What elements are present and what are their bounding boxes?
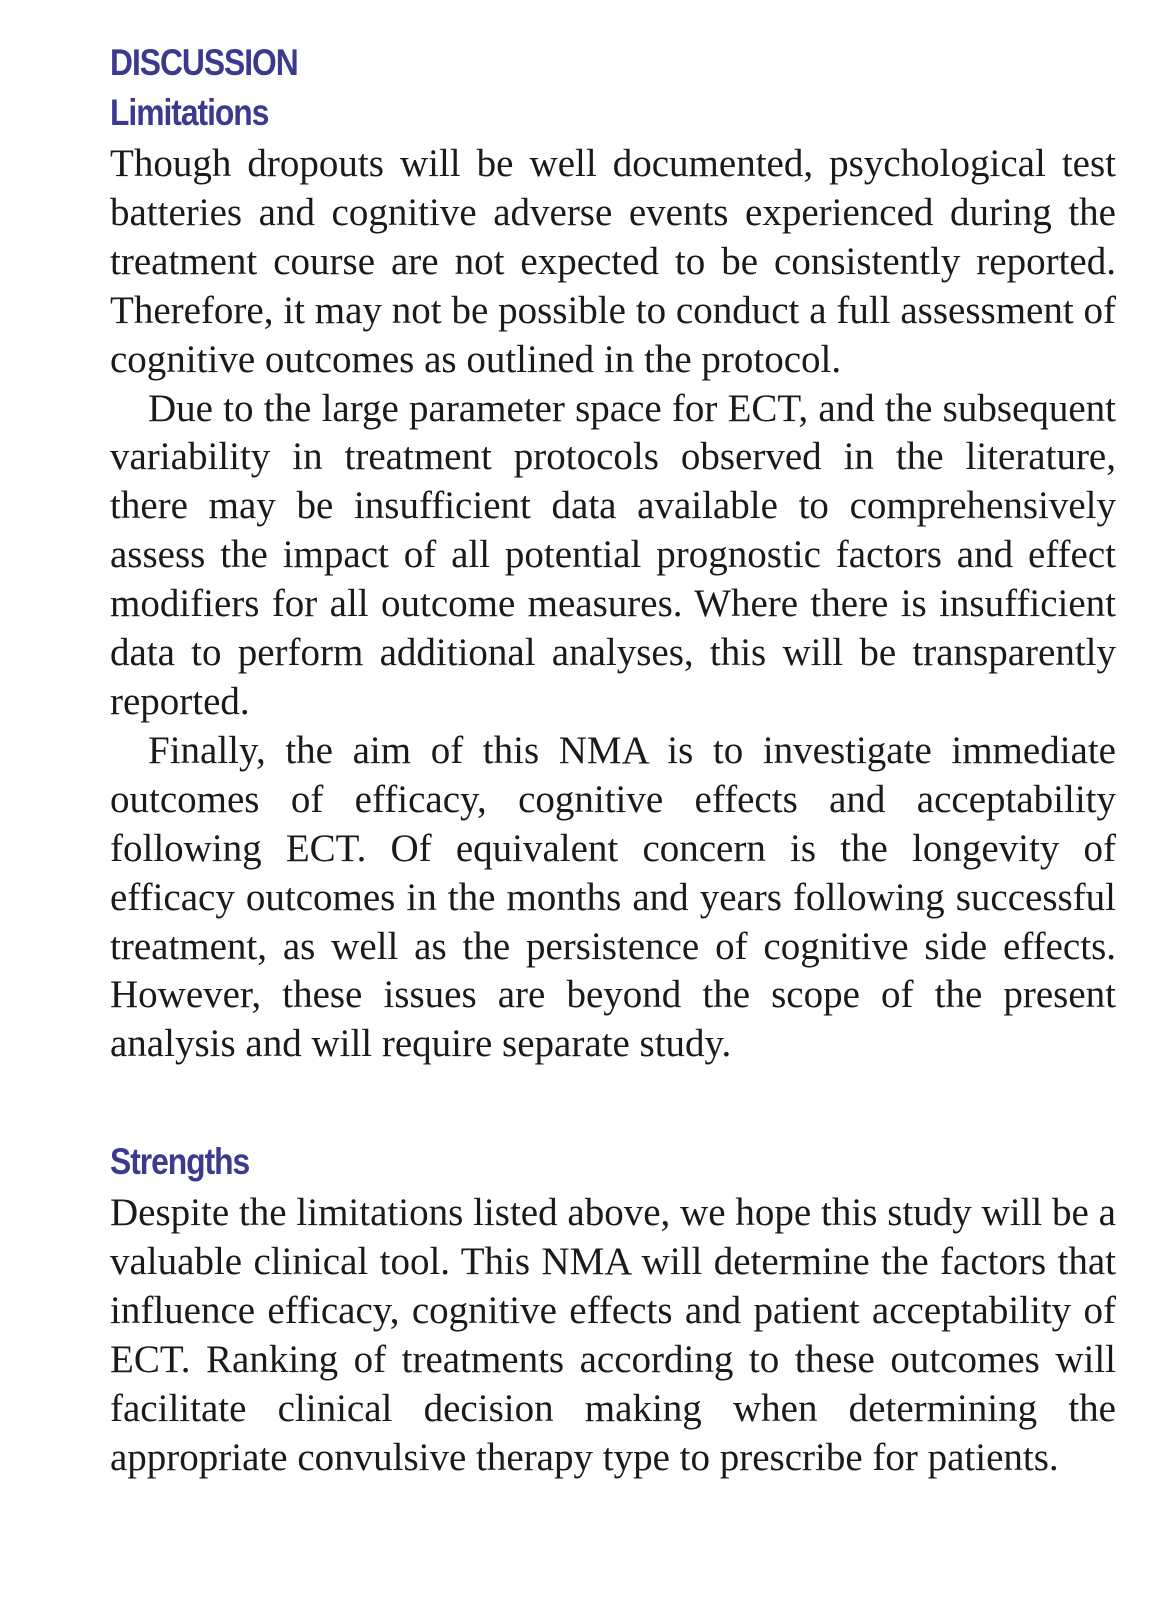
limitations-paragraph-1: Though dropouts will be well documented, psychological test batteries and cognitive adverse events experienced during the treatment course are not expected to be consistently reported. Therefore, it may not be possible to conduct a full assessment of cognitive outcomes as outlined in the protocol. [110, 142, 1116, 381]
limitations-paragraph-2: Due to the large parameter space for ECT, and the subsequent variability in treatment protocols observed in the literature, there may be insufficient data available to comprehensively assess the impact of all potential prognostic factors and effect modifiers for all outcome measures. Where there is insufficient data to perform additional analyses, this will be transparently reported. [110, 386, 1116, 723]
section-title: DISCUSSION [110, 42, 298, 83]
limitations-paragraph-3: Finally, the aim of this NMA is to investigate immediate outcomes of efficacy, cognitive effects and acceptability following ECT. Of equivalent concern is the longevity of efficacy outcomes in the months and years following successful treatment, as well as the persistence of cognitive side effects. However, these issues are beyond the scope of the present analysis and will require separate study. [110, 728, 1116, 1066]
strengths-paragraph-1: Despite the limitations listed above, we hope this study will be a valuable clinical tool. This NMA will determine the factors that influence efficacy, cognitive effects and patient acceptability of ECT. Ranking of treatments according to these outcomes will facilitate clinical decision making when determining the appropriate convulsive therapy type to prescribe for patients. [110, 1191, 1116, 1479]
strengths-heading: Strengths [110, 1141, 250, 1183]
discussion-page [110, 38, 1116, 1483]
limitations-heading: Limitations [110, 92, 269, 133]
